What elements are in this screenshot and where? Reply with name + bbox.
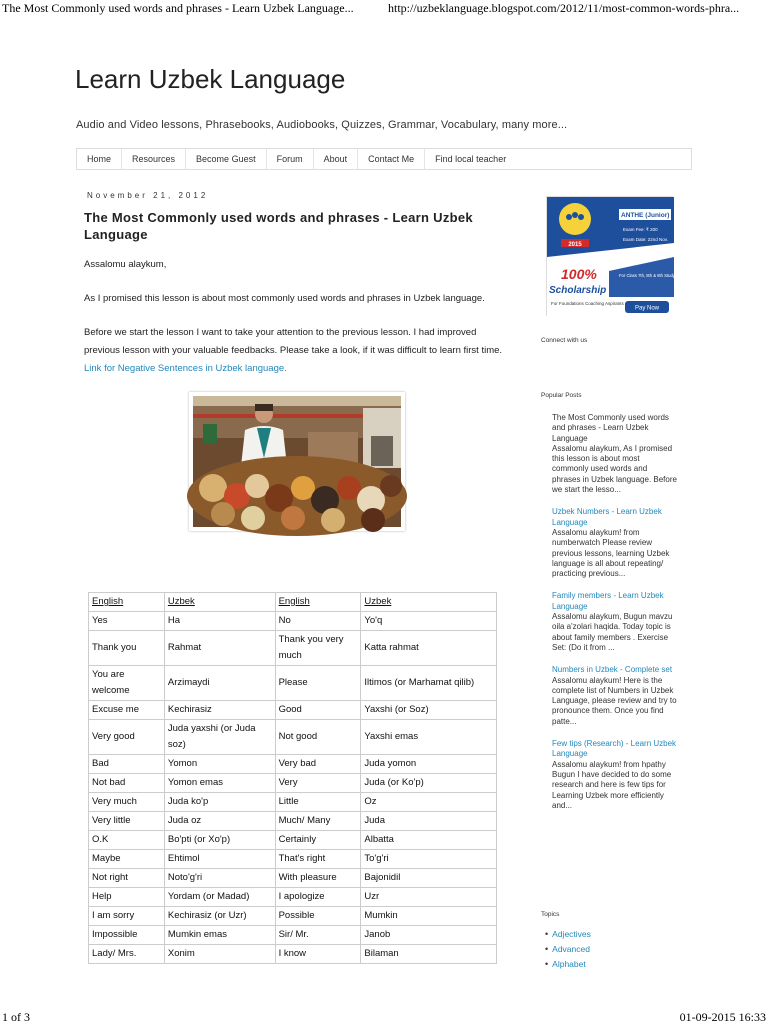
nav-home[interactable]: Home: [77, 149, 122, 169]
uzbek-word-cell: Yomon emas: [164, 774, 275, 793]
popular-post-title[interactable]: Uzbek Numbers - Learn Uzbek Language: [552, 507, 662, 527]
popular-post: [552, 591, 677, 653]
uzbek-word-cell: Iltimos (or Marhamat qilib): [361, 666, 497, 701]
table-row: [89, 812, 497, 831]
uzbek-word-cell: Noto'g'ri: [164, 869, 275, 888]
popular-post-snippet: Assalomu alaykum! Here is the complete list of Numbers in Uzbek Language, please review and try to pronounce them. Once you find patte...: [552, 675, 677, 726]
uzbek-word-cell: Juda ko'p: [164, 793, 275, 812]
topics-heading: Topics: [541, 911, 560, 918]
english-word-cell: Certainly: [275, 831, 361, 850]
topic-adjectives[interactable]: • Adjectives: [545, 927, 591, 942]
uzbek-word-cell: Juda: [361, 812, 497, 831]
english-word-cell: Help: [89, 888, 165, 907]
table-row: [89, 850, 497, 869]
popular-post-snippet: Assalomu alaykum! from numberwatch Please review previous lessons, learning Uzbek language is all about repeating/ practicing previous...: [552, 527, 670, 579]
print-page-number: 1 of 3: [2, 1010, 30, 1024]
english-word-cell: Very bad: [275, 755, 361, 774]
popular-post: [552, 739, 677, 811]
english-word-cell: Not good: [275, 720, 361, 755]
topics-list: [545, 927, 591, 972]
english-word-cell: Thank you: [89, 631, 165, 666]
ad-big-percent: 100%: [561, 266, 597, 282]
popular-post-title[interactable]: Numbers in Uzbek - Complete set: [552, 665, 673, 675]
uzbek-word-cell: Mumkin: [361, 907, 497, 926]
table-row: [89, 666, 497, 701]
topic-advanced[interactable]: • Advanced: [545, 942, 591, 957]
uzbek-word-cell: Juda oz: [164, 812, 275, 831]
english-word-cell: Very: [275, 774, 361, 793]
english-word-cell: Possible: [275, 907, 361, 926]
blog-title[interactable]: Learn Uzbek Language: [75, 64, 346, 94]
ad-banner: [547, 197, 699, 317]
post-title[interactable]: The Most Commonly used words and phrases - Learn Uzbek Language: [84, 210, 473, 242]
post-greeting: Assalomu alaykum,: [84, 259, 167, 270]
english-word-cell: Maybe: [89, 850, 165, 869]
uzbek-word-cell: Ehtimol: [164, 850, 275, 869]
popular-post-snippet: Assalomu alaykum, As I promised this lesson is about most commonly used words and phrases in Uzbek language. Before we start the lesso...: [552, 443, 677, 495]
header-english-1: English: [92, 596, 124, 607]
english-word-cell: No: [275, 612, 361, 631]
uzbek-word-cell: Juda (or Ko'p): [361, 774, 497, 793]
header-cell: [361, 593, 497, 612]
print-page-url: http://uzbeklanguage.blogspot.com/2012/11/most-common-words-phra...: [388, 1, 740, 15]
uzbek-word-cell: Arzimaydi: [164, 666, 275, 701]
uzbek-word-cell: Kechirasiz (or Uzr): [164, 907, 275, 926]
table-row: [89, 755, 497, 774]
uzbek-word-cell: Kechirasiz: [164, 701, 275, 720]
english-word-cell: I am sorry: [89, 907, 165, 926]
english-word-cell: You are welcome: [89, 666, 165, 701]
english-word-cell: Not bad: [89, 774, 165, 793]
nav-become-guest[interactable]: Become Guest: [186, 149, 267, 169]
market-photo-illustration: [193, 396, 401, 527]
english-word-cell: Very much: [89, 793, 165, 812]
uzbek-word-cell: Albatta: [361, 831, 497, 850]
english-word-cell: Good: [275, 701, 361, 720]
nav-forum[interactable]: Forum: [267, 149, 314, 169]
uzbek-word-cell: Juda yaxshi (or Juda soz): [164, 720, 275, 755]
table-row: [89, 926, 497, 945]
uzbek-word-cell: Xonim: [164, 945, 275, 964]
uzbek-word-cell: Yaxshi emas: [361, 720, 497, 755]
header-cell: [275, 593, 361, 612]
ad-brand: ANTHE (Junior): [621, 212, 670, 219]
print-page-title: The Most Commonly used words and phrases - Learn Uzbek Language...: [2, 1, 354, 15]
table-row: [89, 945, 497, 964]
print-datetime: 01-09-2015 16:33: [679, 1010, 766, 1024]
post-body: [84, 256, 514, 394]
uzbek-word-cell: Ha: [164, 612, 275, 631]
scholarship-ad[interactable]: [546, 196, 699, 316]
uzbek-word-cell: Yordam (or Madad): [164, 888, 275, 907]
popular-posts-list: [552, 413, 677, 823]
ad-year: 2015: [568, 242, 582, 248]
english-word-cell: That's right: [275, 850, 361, 869]
english-word-cell: Yes: [89, 612, 165, 631]
popular-post-title[interactable]: The Most Commonly used words and phrases - Learn Uzbek Language: [552, 413, 669, 443]
nav-bar: [76, 148, 692, 170]
uzbek-word-cell: Yo'q: [361, 612, 497, 631]
english-word-cell: Please: [275, 666, 361, 701]
table-row: [89, 907, 497, 926]
english-word-cell: Excuse me: [89, 701, 165, 720]
ad-for-classes: For Class 7th, 8th & 9th Studying Students: [619, 273, 699, 278]
ad-foundations: For Foundations Coaching Aspirants: [551, 301, 624, 306]
post-date: November 21, 2012: [87, 191, 209, 200]
english-word-cell: Very good: [89, 720, 165, 755]
vocabulary-table: [88, 592, 497, 964]
uzbek-word-cell: Uzr: [361, 888, 497, 907]
header-cell: [164, 593, 275, 612]
popular-post-title[interactable]: Family members - Learn Uzbek Language: [552, 591, 664, 611]
post-paragraph: [84, 324, 514, 378]
ad-pay-label: Pay Now: [634, 305, 660, 312]
post-paragraph-text: Before we start the lesson I want to take your attention to the previous lesson. I had improved previous lesson with your valuable feedbacks. Please take a look, if it was difficult to learn first time.: [84, 327, 503, 356]
uzbek-word-cell: Mumkin emas: [164, 926, 275, 945]
uzbek-word-cell: Oz: [361, 793, 497, 812]
table-row: [89, 869, 497, 888]
popular-post-title[interactable]: Few tips (Research) - Learn Uzbek Language: [552, 739, 677, 759]
market-photo[interactable]: [189, 392, 405, 531]
table-row: [89, 720, 497, 755]
post-intro: As I promised this lesson is about most commonly used words and phrases in Uzbek language.: [84, 293, 485, 304]
popular-post: [552, 413, 677, 495]
popular-posts-heading: Popular Posts: [541, 392, 582, 399]
english-word-cell: Bad: [89, 755, 165, 774]
header-uzbek-2: Uzbek: [364, 596, 392, 607]
popular-post-snippet: Assalomu alaykum! from hpathy Bugun I have decided to do some research and here is few tips for Learning Uzbek more efficiently and...: [552, 759, 672, 810]
uzbek-word-cell: Yaxshi (or Soz): [361, 701, 497, 720]
table-row: [89, 831, 497, 850]
nav-find-local-teacher[interactable]: Find local teacher: [435, 154, 507, 164]
english-word-cell: Sir/ Mr.: [275, 926, 361, 945]
ad-fee: Exam Fee: ₹ 200: [623, 227, 658, 232]
uzbek-word-cell: Bilaman: [361, 945, 497, 964]
header-cell: [89, 593, 165, 612]
header-uzbek-1: Uzbek: [167, 596, 195, 607]
table-row: [89, 888, 497, 907]
english-word-cell: Very little: [89, 812, 165, 831]
table-row: [89, 612, 497, 631]
connect-heading: Connect with us: [541, 337, 588, 344]
english-word-cell: Thank you very much: [275, 631, 361, 666]
ad-exam-date: Exam Date: 22nd Nov.: [623, 237, 668, 242]
nav-about[interactable]: About: [314, 149, 359, 169]
blog-description: Audio and Video lessons, Phrasebooks, Audiobooks, Quizzes, Grammar, Vocabulary, many more...: [76, 119, 568, 131]
popular-post-snippet: Assalomu alaykum, Bugun mavzu oila a'zolari haqida. Today topic is about family members . Exercise Set: (Do it from ...: [552, 612, 673, 652]
table-header-row: [89, 593, 497, 612]
english-word-cell: O.K: [89, 831, 165, 850]
ad-scholarship: Scholarship: [549, 285, 607, 296]
table-row: [89, 631, 497, 666]
english-word-cell: Not right: [89, 869, 165, 888]
nav-contact-me[interactable]: Contact Me: [358, 149, 425, 169]
english-word-cell: Much/ Many: [275, 812, 361, 831]
uzbek-word-cell: Bajonidil: [361, 869, 497, 888]
english-word-cell: Lady/ Mrs.: [89, 945, 165, 964]
topic-alphabet[interactable]: • Alphabet: [545, 957, 591, 972]
english-word-cell: Impossible: [89, 926, 165, 945]
table-row: [89, 774, 497, 793]
uzbek-word-cell: Rahmat: [164, 631, 275, 666]
english-word-cell: I know: [275, 945, 361, 964]
negative-sentences-link[interactable]: Link for Negative Sentences in Uzbek language.: [84, 363, 287, 374]
english-word-cell: With pleasure: [275, 869, 361, 888]
print-header: [0, 0, 768, 18]
uzbek-word-cell: Juda yomon: [361, 755, 497, 774]
table-row: [89, 793, 497, 812]
uzbek-word-cell: Janob: [361, 926, 497, 945]
table-row: [89, 701, 497, 720]
uzbek-word-cell: To'g'ri: [361, 850, 497, 869]
popular-post: [552, 665, 677, 727]
header-english-2: English: [278, 596, 310, 607]
uzbek-word-cell: Katta rahmat: [361, 631, 497, 666]
english-word-cell: I apologize: [275, 888, 361, 907]
popular-post: [552, 507, 677, 579]
nav-resources[interactable]: Resources: [122, 149, 186, 169]
uzbek-word-cell: Bo'pti (or Xo'p): [164, 831, 275, 850]
english-word-cell: Little: [275, 793, 361, 812]
uzbek-word-cell: Yomon: [164, 755, 275, 774]
